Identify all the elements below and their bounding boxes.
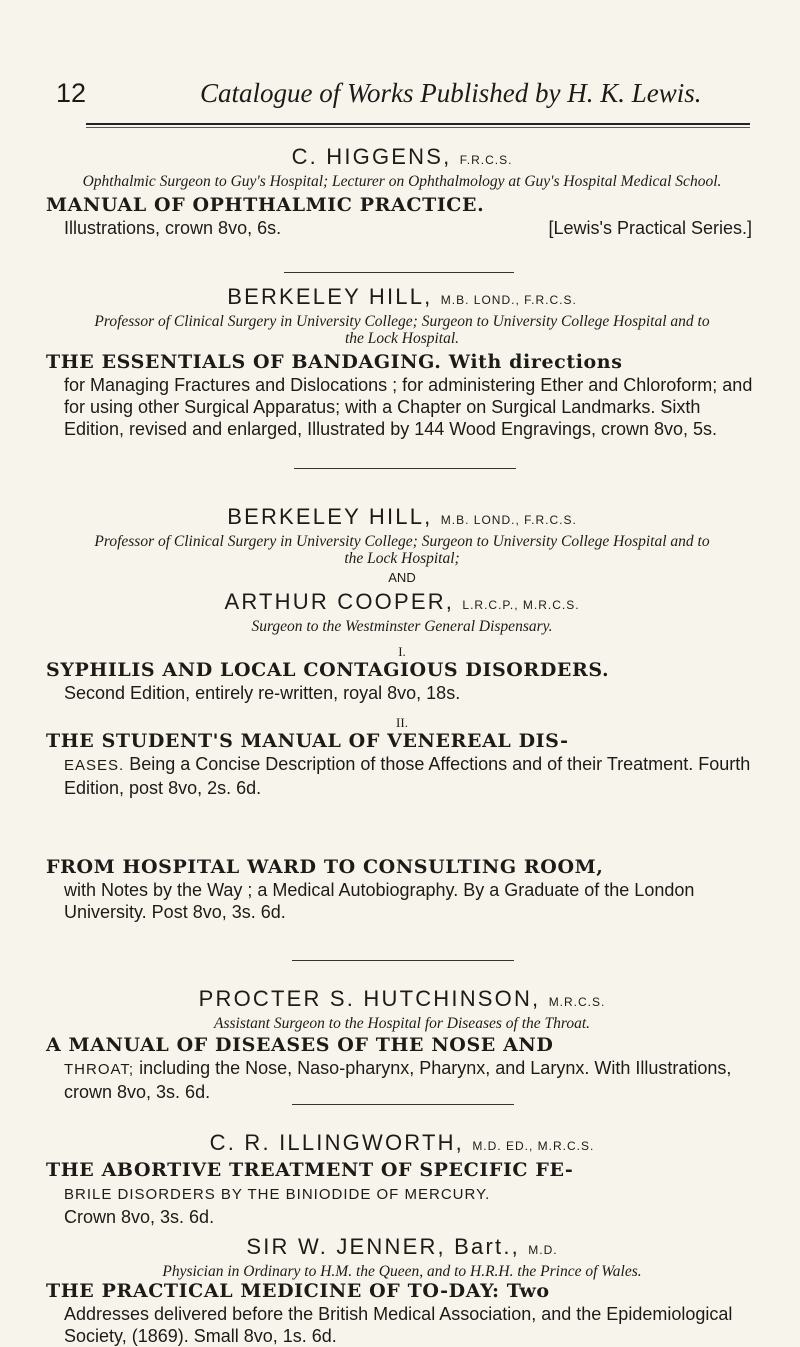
book-title-tail: Two bbox=[506, 1280, 550, 1302]
book-title: THE PRACTICAL MEDICINE OF TO-DAY: Two bbox=[46, 1280, 550, 1302]
author-degrees: M.R.C.S. bbox=[548, 995, 606, 1009]
author-affiliation: Physician in Ordinary to H.M. the Queen, and to H.R.H. the Prince of Wales. bbox=[162, 1263, 642, 1280]
author-degrees: M.D. ED., M.R.C.S. bbox=[472, 1139, 595, 1153]
page-number: 12 bbox=[56, 78, 87, 108]
book-details bbox=[46, 753, 758, 799]
book-details: Second Edition, entirely re-written, royal 8vo, 18s. bbox=[64, 683, 461, 703]
separator-rule bbox=[292, 1104, 514, 1105]
author-name: C. HIGGENS, F.R.C.S. bbox=[291, 144, 513, 169]
book-title-continuation: EASES. bbox=[64, 757, 125, 774]
second-author-name: ARTHUR COOPER, L.R.C.P., M.R.C.S. bbox=[224, 589, 580, 614]
book-details-text: Crown 8vo, 3s. 6d. bbox=[64, 1207, 215, 1227]
book-details bbox=[46, 217, 758, 239]
author-name: PROCTER S. HUTCHINSON, M.R.C.S. bbox=[198, 986, 606, 1011]
work-numeral: I. bbox=[398, 644, 406, 659]
book-details: Addresses delivered before the British Medical Association, and the Epidemiological Society, (1869). Small 8vo, 1s. 6d. bbox=[64, 1304, 733, 1346]
entry-hutchinson bbox=[46, 986, 758, 1103]
author-affiliation: Professor of Clinical Surgery in University College; Surgeon to University College Hospital and to the Lock Hospital; bbox=[94, 533, 710, 567]
author-affiliation: Assistant Surgeon to the Hospital for Diseases of the Throat. bbox=[213, 1015, 591, 1032]
author-degrees: M.B. LOND., F.R.C.S. bbox=[440, 513, 577, 527]
book-series: [Lewis's Practical Series.] bbox=[548, 218, 752, 238]
entry-higgens bbox=[46, 144, 758, 239]
author-name: BERKELEY HILL, M.B. LOND., F.R.C.S. bbox=[227, 504, 577, 529]
book-details: with Notes by the Way ; a Medical Autobiography. By a Graduate of the London University. Post 8vo, 3s. 6d. bbox=[64, 880, 695, 922]
book-title-continuation: THROAT; bbox=[64, 1061, 135, 1078]
book-title: THE ESSENTIALS OF BANDAGING. With directions bbox=[46, 351, 623, 373]
second-author-affiliation: Surgeon to the Westminster General Dispensary. bbox=[251, 618, 553, 635]
entry-jenner bbox=[46, 1234, 758, 1347]
header-rule bbox=[86, 123, 750, 125]
entry-hill-cooper bbox=[46, 504, 758, 799]
author-affiliation: Professor of Clinical Surgery in University College; Surgeon to University College Hospital and to the Lock Hospital. bbox=[94, 313, 710, 347]
book-details-text: Illustrations, crown 8vo, 6s. bbox=[64, 218, 282, 238]
book-title: THE ABORTIVE TREATMENT OF SPECIFIC FE- bbox=[46, 1159, 574, 1181]
separator-rule bbox=[292, 960, 514, 961]
book-title: MANUAL OF OPHTHALMIC PRACTICE. bbox=[46, 194, 485, 216]
separator-rule bbox=[294, 468, 516, 469]
book-title: A MANUAL OF DISEASES OF THE NOSE AND bbox=[46, 1034, 554, 1056]
running-title: Catalogue of Works Published by H. K. Lewis. bbox=[200, 78, 702, 108]
entry-illingworth bbox=[46, 1130, 758, 1228]
author-name: C. R. ILLINGWORTH, M.D. ED., M.R.C.S. bbox=[209, 1130, 595, 1155]
book-details-text: including the Nose, Naso-pharynx, Pharynx, and Larynx. With Illustrations, crown 8vo, 3s. 6d. bbox=[64, 1058, 732, 1102]
header-rule-thin bbox=[86, 127, 750, 128]
author-name: BERKELEY HILL, M.B. LOND., F.R.C.S. bbox=[227, 284, 577, 309]
entry-hospital-ward bbox=[46, 856, 758, 923]
book-title: FROM HOSPITAL WARD TO CONSULTING ROOM, bbox=[46, 856, 604, 878]
and-conjunction: AND bbox=[388, 570, 416, 585]
book-details-text: Being a Concise Description of those Affections and of their Treatment. Fourth Edition, post 8vo, 2s. 6d. bbox=[64, 754, 751, 798]
author-affiliation: Ophthalmic Surgeon to Guy's Hospital; Lecturer on Ophthalmology at Guy's Hospital Medical School. bbox=[82, 173, 722, 190]
author-name: SIR W. JENNER, Bart., M.D. bbox=[246, 1234, 558, 1259]
work-numeral: II. bbox=[396, 715, 408, 730]
book-title-continuation: BRILE DISORDERS BY THE BINIODIDE OF MERCURY. bbox=[64, 1186, 491, 1203]
author-degrees: M.B. LOND., F.R.C.S. bbox=[440, 293, 577, 307]
book-title: SYPHILIS AND LOCAL CONTAGIOUS DISORDERS. bbox=[46, 659, 610, 681]
book-details bbox=[46, 1182, 758, 1228]
author-degrees: F.R.C.S. bbox=[459, 153, 513, 167]
second-author-degrees: L.R.C.P., M.R.C.S. bbox=[462, 598, 580, 612]
author-degrees: M.D. bbox=[528, 1243, 558, 1257]
book-title-tail: With directions bbox=[448, 351, 623, 373]
page-header bbox=[46, 78, 758, 118]
entry-berkeley-hill bbox=[46, 284, 758, 440]
separator-rule bbox=[284, 272, 514, 273]
book-details bbox=[46, 1057, 758, 1103]
book-title: THE STUDENT'S MANUAL OF VENEREAL DIS- bbox=[46, 730, 569, 752]
book-details: for Managing Fractures and Dislocations ; for administering Ether and Chloroform; and for using other Surgical Apparatus; with a Chapter on Surgical Landmarks. Sixth Edition, revised and enlarged, Illustrated by 144 Wood Engravings, crown 8vo, 5s. bbox=[64, 375, 753, 439]
